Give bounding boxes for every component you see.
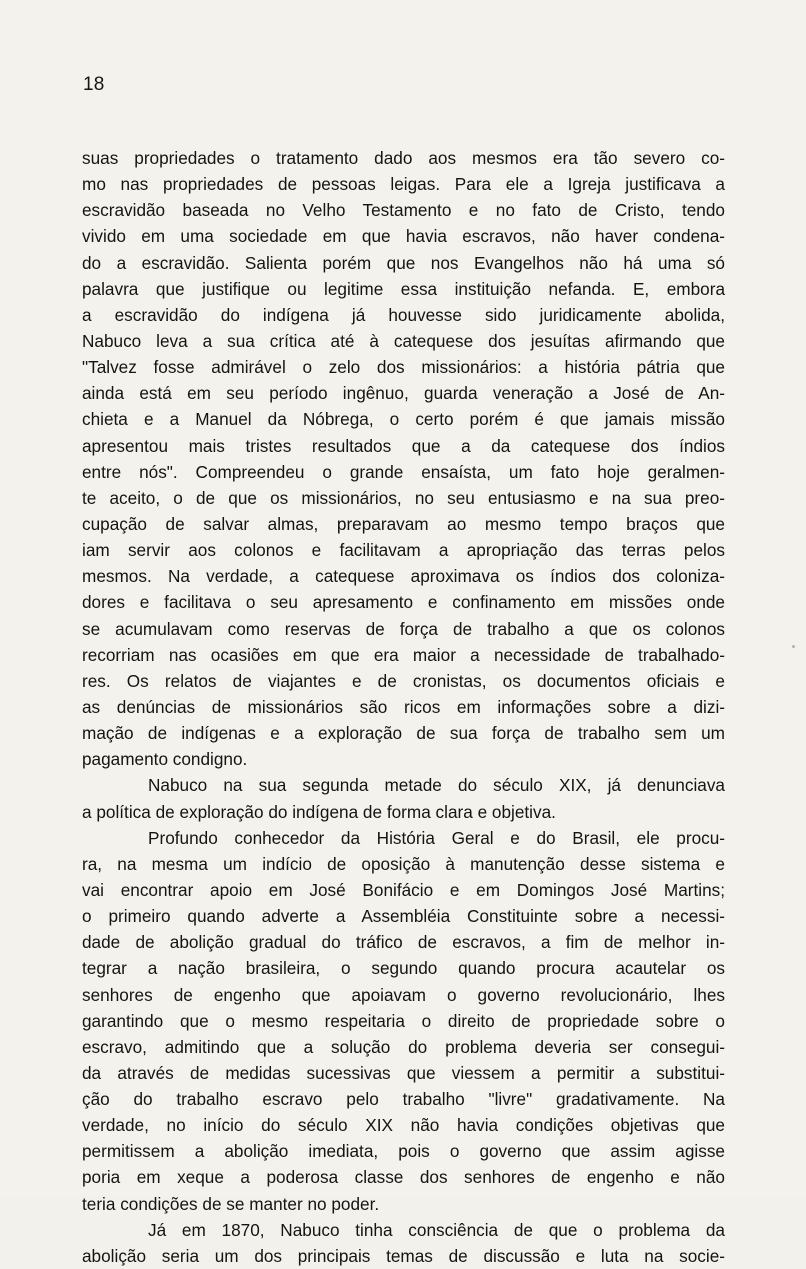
paper-speck (792, 645, 795, 648)
text-line: Já em 1870, Nabuco tinha consciência de que o problema da (148, 1219, 725, 1240)
text-line: do a escravidão. Salienta porém que nos Evangelhos não há uma só (82, 252, 725, 273)
text-line: cupação de salvar almas, preparavam ao mesmo tempo braços que (82, 513, 725, 534)
text-line: o primeiro quando adverte a Assembléia Constituinte sobre a necessi- (82, 906, 725, 927)
text-line: Profundo conhecedor da História Geral e do Brasil, ele procu- (148, 827, 725, 848)
text-line: entre nós". Compreendeu o grande ensaísta, um fato hoje geralmen- (82, 461, 725, 482)
text-line: ção do trabalho escravo pelo trabalho "livre" gradativamente. Na (82, 1089, 725, 1110)
text-line: as denúncias de missionários são ricos em informações sobre a dizi- (82, 696, 725, 717)
text-line: vivido em uma sociedade em que havia escravos, não haver condena- (82, 226, 725, 247)
text-line: escravo, admitindo que a solução do problema deveria ser consegui- (82, 1036, 725, 1057)
text-line: recorriam nas ocasiões em que era maior a necessidade de trabalhado- (82, 644, 725, 665)
text-line: chieta e a Manuel da Nóbrega, o certo porém é que jamais missão (82, 409, 725, 430)
text-line: "Talvez fosse admirável o zelo dos missionários: a história pátria que (82, 357, 725, 378)
text-line: a escravidão do indígena já houvesse sido juridicamente abolida, (82, 304, 725, 325)
text-line: apresentou mais tristes resultados que a da catequese dos índios (82, 435, 725, 456)
text-line: mação de indígenas e a exploração de sua força de trabalho sem um (82, 723, 725, 744)
text-line: Nabuco leva a sua crítica até à catequese dos jesuítas afirmando que (82, 330, 725, 351)
text-line: te aceito, o de que os missionários, no seu entusiasmo e na sua preo- (82, 487, 725, 508)
text-line: se acumulavam como reservas de força de trabalho a que os colonos (82, 618, 725, 639)
text-line: dores e facilitava o seu apresamento e confinamento em missões onde (82, 592, 725, 613)
text-line: palavra que justifique ou legitime essa instituição nefanda. E, embora (82, 278, 725, 299)
text-line: abolição seria um dos principais temas de discussão e luta na socie- (82, 1245, 725, 1266)
text-line: ainda está em seu período ingênuo, guarda veneração a José de An- (82, 383, 725, 404)
text-line: iam servir aos colonos e facilitavam a apropriação das terras pelos (82, 540, 725, 561)
text-line: teria condições de se manter no poder. (82, 1193, 380, 1214)
text-line: res. Os relatos de viajantes e de cronistas, os documentos oficiais e (82, 670, 725, 691)
text-line: escravidão baseada no Velho Testamento e no fato de Cristo, tendo (82, 200, 725, 221)
text-line: a política de exploração do indígena de forma clara e objetiva. (82, 801, 556, 822)
page-number: 18 (83, 74, 105, 95)
text-line: ra, na mesma um indício de oposição à manutenção desse sistema e (82, 853, 725, 874)
body-text (82, 145, 725, 1269)
text-line: suas propriedades o tratamento dado aos mesmos era tão severo co- (82, 148, 725, 168)
text-line: tegrar a nação brasileira, o segundo quando procura acautelar os (82, 958, 725, 979)
text-line: pagamento condigno. (82, 749, 248, 770)
text-line: senhores de engenho que apoiavam o governo revolucionário, lhes (82, 984, 725, 1005)
text-line: garantindo que o mesmo respeitaria o direito de propriedade sobre o (82, 1010, 725, 1031)
text-line: poria em xeque a poderosa classe dos senhores de engenho e não (82, 1167, 725, 1188)
text-line: dade de abolição gradual do tráfico de escravos, a fim de melhor in- (82, 932, 725, 953)
text-line: verdade, no início do século XIX não havia condições objetivas que (82, 1115, 725, 1136)
text-line: Nabuco na sua segunda metade do século XIX, já denunciava (148, 775, 725, 796)
text-line: da através de medidas sucessivas que viessem a permitir a substitui- (82, 1062, 725, 1083)
text-line: vai encontrar apoio em José Bonifácio e em Domingos José Martins; (82, 879, 725, 900)
text-line: mesmos. Na verdade, a catequese aproximava os índios dos coloniza- (82, 566, 725, 587)
text-line: permitissem a abolição imediata, pois o governo que assim agisse (82, 1141, 725, 1162)
text-line: mo nas propriedades de pessoas leigas. Para ele a Igreja justificava a (82, 174, 725, 195)
